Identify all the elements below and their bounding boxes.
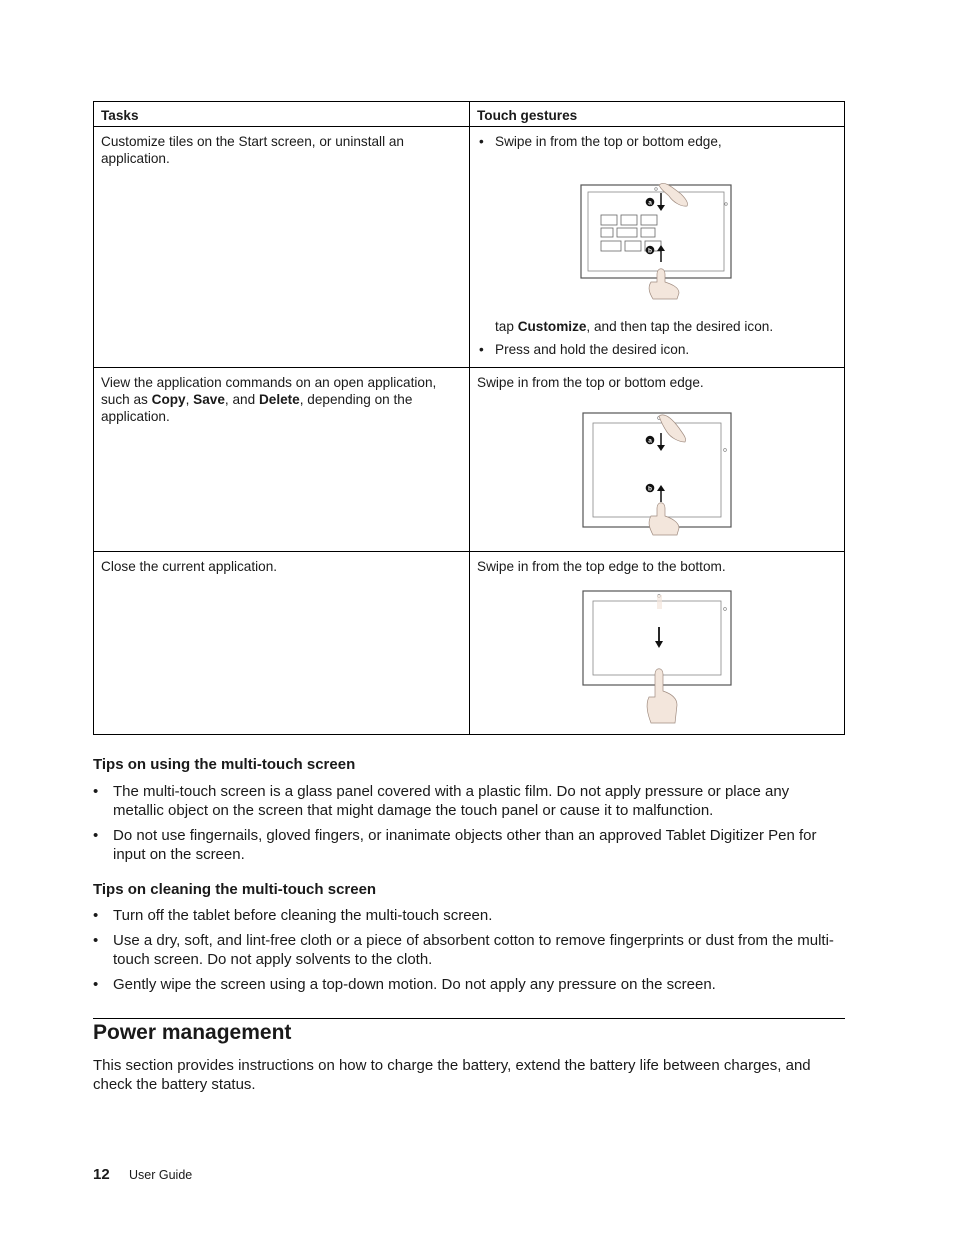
gesture-text: Swipe in from the top edge to the bottom. bbox=[477, 559, 726, 574]
table-row bbox=[94, 368, 845, 552]
page-number: 12 bbox=[93, 1166, 110, 1183]
swipe-top-bottom-start-screen-figure bbox=[577, 176, 737, 301]
task-text: Close the current application. bbox=[101, 559, 278, 574]
figure-label-a: a bbox=[648, 199, 652, 207]
gesture-text: Swipe in from the top or bottom edge. bbox=[477, 375, 704, 390]
table-header-row bbox=[94, 102, 845, 127]
section-title: Power management bbox=[93, 1021, 292, 1044]
task-cell bbox=[94, 552, 470, 735]
list-item: • Use a dry, soft, and lint-free cloth or a piece of absorbent cotton to remove fingerprints or dust from the multi-touch screen. Do not apply solvents to the cloth. bbox=[93, 931, 843, 969]
gesture-continuation: tap Customize, and then tap the desired icon. bbox=[495, 319, 774, 334]
task-cell bbox=[94, 127, 470, 368]
task-cell: View the application commands on an open application, such as Copy, Save, and Delete, depending on the application. bbox=[94, 368, 470, 552]
footer-doc-title: User Guide bbox=[129, 1168, 193, 1182]
tips-cleaning-list bbox=[93, 906, 843, 1000]
list-item: • Do not use fingernails, gloved fingers, or inanimate objects other than an approved Tablet Digitizer Pen for input on the screen. bbox=[93, 826, 843, 864]
svg-text:b: b bbox=[648, 485, 652, 493]
tips-cleaning-heading: Tips on cleaning the multi-touch screen bbox=[93, 881, 377, 898]
svg-text:a: a bbox=[648, 437, 652, 445]
list-item: • Turn off the tablet before cleaning the multi-touch screen. bbox=[93, 906, 843, 925]
header-touch-gestures: Touch gestures bbox=[470, 102, 845, 127]
list-item: • The multi-touch screen is a glass panel covered with a plastic film. Do not apply pressure or place any metallic object on the screen that might damage the touch panel or cause it to malfunction. bbox=[93, 782, 843, 820]
tips-using-heading: Tips on using the multi-touch screen bbox=[93, 756, 356, 773]
gesture-cell bbox=[470, 368, 845, 552]
gesture-cell bbox=[470, 127, 845, 368]
section-divider bbox=[93, 1018, 845, 1019]
section-intro: This section provides instructions on how to charge the battery, extend the battery life between charges, and check the battery status. bbox=[93, 1057, 811, 1093]
swipe-top-bottom-app-commands-figure bbox=[579, 396, 735, 536]
gesture-bullet: • Press and hold the desired icon. bbox=[477, 341, 837, 358]
tips-using-list bbox=[93, 782, 843, 870]
table-row bbox=[94, 552, 845, 735]
list-item: • Gently wipe the screen using a top-down motion. Do not apply any pressure on the screen. bbox=[93, 975, 843, 994]
header-tasks: Tasks bbox=[94, 102, 470, 127]
touch-gestures-table bbox=[93, 101, 845, 735]
swipe-top-edge-close-app-figure bbox=[579, 581, 735, 725]
task-text: Customize tiles on the Start screen, or uninstall an application. bbox=[101, 134, 404, 166]
table-row bbox=[94, 127, 845, 368]
gesture-cell bbox=[470, 552, 845, 735]
figure-label-b: b bbox=[648, 247, 652, 255]
gesture-bullet: • Swipe in from the top or bottom edge, bbox=[477, 133, 837, 150]
